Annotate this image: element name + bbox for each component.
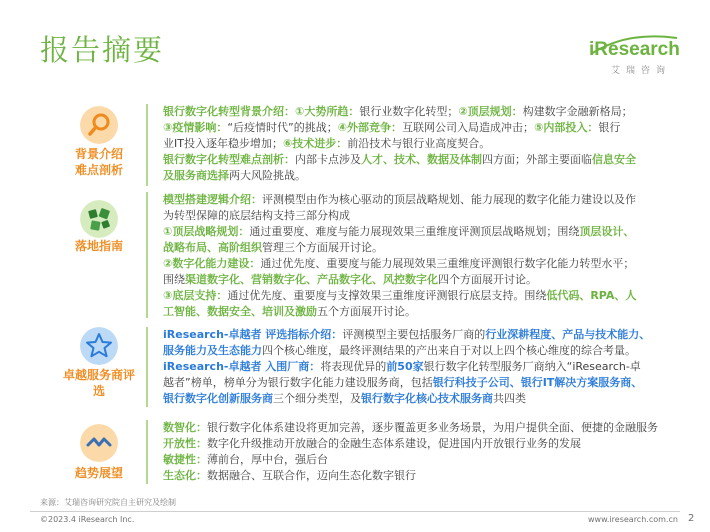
body-text: 通过优先度、重要度与能力展现效果三重维度评测银行数字化能力转型水平； [260,257,635,270]
highlight-text: 战略布局、高阶组织 [163,241,262,254]
body-text: 构建数字金融新格局； [522,105,633,118]
body-line [163,436,668,452]
body-line [163,224,668,240]
section-body [163,104,668,184]
section-body [163,420,668,484]
source-note: 来源：艾瑞咨询研究院自主研究及绘制 [40,498,176,507]
footer-divider [30,511,680,512]
section-label: 落地指南 [74,239,123,253]
body-line [163,391,668,407]
body-line [163,375,668,391]
trend-wave-icon [80,424,118,462]
body-text: 数字化升级推动开放融合的金融生态体系建设，促进国内开放银行业务的发展 [207,437,581,450]
puzzle-pieces-icon [80,200,118,238]
body-text: 通过重要度、难度与能力展现效果三重维度评测顶层战略规划；围绕 [249,225,580,238]
highlight-text: 银行科技子公司、银行IT解决方案服务商、 [432,376,643,389]
highlight-text: 渠道数字化、营销数字化、产品数字化、风控数字化 [185,273,438,286]
body-text: 将表现优异的 [320,360,387,373]
body-line [163,192,668,208]
section-label: 趋势展望 [74,466,123,480]
footer-copyright: ©2023.4 iResearch Inc. [40,515,135,524]
body-text: 管理三个方面展开讨论。 [262,241,383,254]
highlight-text: 敏捷性： [163,453,207,466]
logo-wordmark: iResearch [589,39,680,60]
highlight-text: ①顶层战略规划： [163,225,250,238]
body-line [163,327,668,343]
highlight-text: 人才、技术、数据及体制 [361,153,482,166]
highlight-text: ③疫情影响： [163,121,228,134]
body-line [163,452,668,468]
body-text: 通过优先度、重要度与支撑效果三重维度评测银行底层支持。围绕 [227,289,547,302]
body-line [163,208,668,224]
body-line [163,288,668,304]
body-text: 内部卡点涉及 [295,153,361,166]
star-badge-icon [80,327,118,365]
highlight-text: 生态化： [163,469,207,482]
body-text: 互联网公司入局造成冲击； [402,121,535,134]
body-text: 评测模型主要包括服务厂商的 [342,328,486,341]
highlight-text: ⑥技术进步： [282,137,348,150]
body-line [163,420,668,436]
logo-subtitle: 艾瑞咨询 [611,66,672,76]
body-text: 评测模型由作为核心驱动的顶层战略规划、能力展现的数字化能力建设以及作 [262,193,636,206]
body-text: 四个核心维度，最终评测结果的产出来自于对以上四个核心维度的综合考量。 [262,344,636,357]
section-body [163,192,668,320]
section-divider [146,104,148,186]
highlight-text: 工智能、数据安全、培训及激励 [163,305,317,318]
page-number: 2 [688,513,695,524]
highlight-text: 顶层设计、 [579,225,635,238]
highlight-text: ③底层支持： [163,289,228,302]
highlight-text: ①大势所趋： [295,105,360,118]
highlight-text: ⑤内部投入： [534,121,599,134]
body-line [163,272,668,288]
body-text: 薄前台，厚中台，强后台 [207,453,328,466]
body-text: 银行业数字化转型； [359,105,459,118]
highlight-text: ②顶层规划： [458,105,523,118]
body-text: 围绕 [163,273,185,286]
highlight-text: 模型搭建逻辑介绍： [163,193,262,206]
highlight-text: 行业深耕程度、产品与技术能力、 [485,328,651,341]
highlight-text: 低代码、RPA、人 [546,289,637,302]
body-text: 前沿技术与银行业高度契合。 [347,137,491,150]
body-text: 三个细分类型，及 [273,392,361,405]
highlight-text: 服务能力及生态能力 [163,344,262,357]
highlight-text: 银行数字化转型背景介绍： [163,105,295,118]
body-line [163,168,668,184]
body-text: 银行数字化体系建设将更加完善，逐步覆盖更多业务场景，为用户提供全面、便捷的金融服务 [207,421,658,434]
highlight-text: 银行数字化创新服务商 [163,392,273,405]
section-label: 卓越服务商评选 [62,368,135,398]
body-line [163,152,668,168]
body-text: 业IT投入逐年稳步增加； [163,137,283,150]
body-line [163,256,668,272]
body-line [163,468,668,484]
highlight-text: ④外部竞争： [337,121,403,134]
body-text: 为转型保障的底层结构支持三部分构成 [163,209,350,222]
body-text: 越者”榜单，榜单分为银行数字化能力建设服务商，包括 [163,376,433,389]
body-line [163,359,668,375]
section-divider [146,192,148,318]
section-divider [146,327,148,407]
highlight-text: 银行数字化核心技术服务商 [361,392,493,405]
highlight-text: 开放性： [163,437,207,450]
body-text: 五个方面展开讨论。 [317,305,416,318]
body-text: 四个方面展开讨论。 [438,273,537,286]
body-line [163,120,668,136]
highlight-text: ②数字化能力建设： [163,257,261,270]
body-line [163,136,668,152]
highlight-text: iResearch-卓越者 评选指标介绍： [163,328,343,341]
highlight-text: 前50家 [386,360,424,373]
highlight-text: 银行数字化转型难点剖析： [163,153,295,166]
section-divider [146,420,148,484]
highlight-text: iResearch-卓越者 入围厂商： [163,360,321,373]
footer-website: www.iresearch.com.cn [588,515,678,524]
body-text: 银行 [598,121,621,134]
highlight-text: 数智化： [163,421,207,434]
body-text: 数据融合、互联合作，迈向生态化数字银行 [207,469,416,482]
section-label: 背景介绍 难点剖析 [74,147,123,177]
page-title: 报告摘要 [40,33,165,67]
magnifier-icon [80,106,118,144]
highlight-text: 信息安全 [592,153,636,166]
highlight-text: 及服务商选择 [163,169,229,182]
body-line [163,343,668,359]
body-text: 银行数字化转型服务厂商纳入“iResearch-卓 [423,360,641,373]
body-line [163,104,668,120]
iresearch-logo [589,39,680,76]
body-line [163,304,668,320]
section-body [163,327,668,407]
body-text: 四方面；外部主要面临 [482,153,592,166]
body-text: 两大风险挑战。 [229,169,306,182]
body-line [163,240,668,256]
body-text: 共四类 [493,392,526,405]
body-text: “后疫情时代”的挑战； [227,121,338,134]
